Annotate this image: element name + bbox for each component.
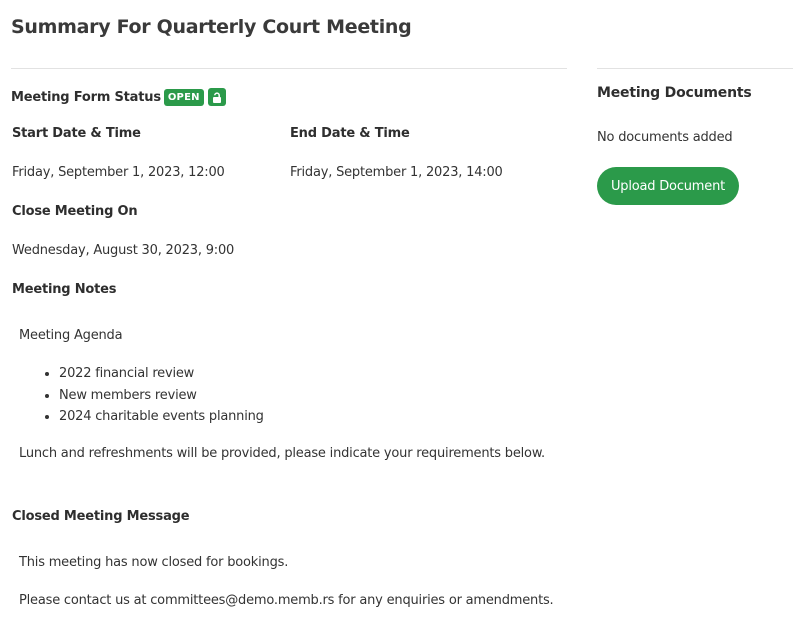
meeting-notes-label: Meeting Notes (12, 282, 117, 297)
page-title: Summary For Quarterly Court Meeting (11, 16, 412, 38)
start-datetime-label: Start Date & Time (12, 126, 141, 141)
upload-document-button[interactable]: Upload Document (597, 167, 739, 205)
closed-message-line: This meeting has now closed for bookings. (19, 555, 289, 570)
form-status-row (11, 86, 226, 108)
divider (11, 68, 567, 69)
end-datetime-value: Friday, September 1, 2023, 14:00 (290, 165, 503, 180)
end-datetime-label: End Date & Time (290, 126, 410, 141)
list-item: • 2022 financial review (59, 366, 264, 388)
notes-heading: Meeting Agenda (19, 328, 123, 343)
close-meeting-label: Close Meeting On (12, 204, 138, 219)
notes-footer: Lunch and refreshments will be provided, please indicate your requirements below. (19, 446, 545, 461)
list-item: • 2024 charitable events planning (59, 409, 264, 431)
start-datetime-value: Friday, September 1, 2023, 12:00 (12, 165, 225, 180)
closed-message-contact: Please contact us at committees@demo.memb.rs for any enquiries or amendments. (19, 593, 554, 608)
status-badge: OPEN (164, 89, 204, 106)
closed-message-label: Closed Meeting Message (12, 509, 190, 524)
agenda-list (19, 366, 264, 431)
documents-title: Meeting Documents (597, 85, 752, 101)
unlock-icon (212, 92, 222, 103)
documents-empty-text: No documents added (597, 130, 733, 145)
unlock-button[interactable] (208, 88, 226, 106)
form-status-label: Meeting Form Status (11, 89, 161, 105)
close-meeting-value: Wednesday, August 30, 2023, 9:00 (12, 243, 235, 258)
list-item: • New members review (59, 388, 264, 410)
divider (597, 68, 793, 69)
